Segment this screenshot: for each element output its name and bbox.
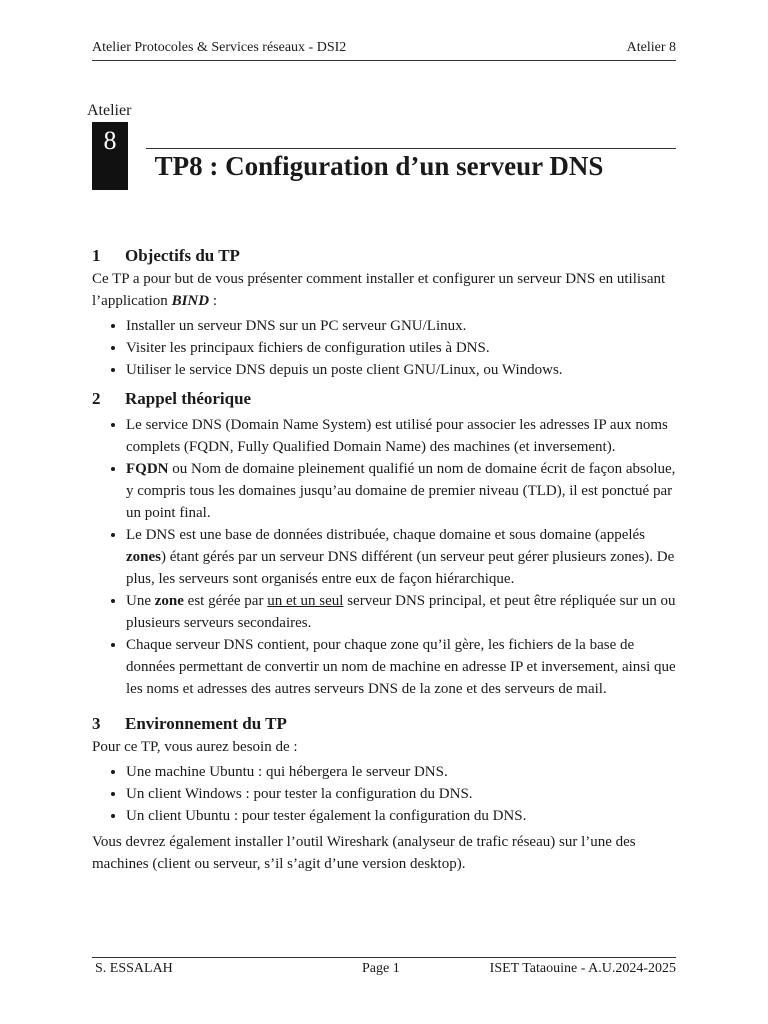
list-item: • Installer un serveur DNS sur un PC serveur GNU/Linux. <box>126 315 676 337</box>
main-content <box>92 244 676 875</box>
footer-rule <box>92 957 676 958</box>
list-item: • Chaque serveur DNS contient, pour chaque zone qu’il gère, les fichiers de la base de données permettant de convertir un nom de machine en adresse IP et inversement, ainsi que les noms et adresses des autres serveurs DNS de la zone et des serveurs de mail. <box>126 634 676 700</box>
environment-list <box>92 761 676 827</box>
footer-institution: ISET Tataouine - A.U.2024-2025 <box>489 961 676 976</box>
bind-term: BIND <box>171 293 210 309</box>
title-rule <box>146 148 676 149</box>
section-heading: 2 Rappel théorique <box>92 389 252 408</box>
theory-list <box>92 414 676 700</box>
section-heading: 3 Environnement du TP <box>92 714 287 733</box>
list-item: • Le service DNS (Domain Name System) est utilisé pour associer les adresses IP aux noms complets (FQDN, Fully Qualified Domain Name) des machines (et inversement). <box>126 414 676 458</box>
chapter-number-box <box>92 122 128 190</box>
section-rappel <box>92 387 676 700</box>
list-item: • Une zone est gérée par un et un seul serveur DNS principal, et peut être répliquée sur un ou plusieurs serveurs secondaires. <box>126 590 676 634</box>
page-header <box>92 38 676 60</box>
chapter-label: Atelier <box>87 102 132 119</box>
footer-page-number: Page 1 <box>362 961 400 976</box>
header-workshop-number: Atelier 8 <box>626 40 676 55</box>
list-item: • FQDN ou Nom de domaine pleinement qualifié un nom de domaine écrit de façon absolue, y compris tous les domaines jusqu’au domaine de premier niveau (TLD), il est ponctué par un point final. <box>126 458 676 524</box>
section-environnement <box>92 712 676 875</box>
section-intro: Ce TP a pour but de vous présenter comment installer et configurer un serveur DNS en utilisant l’application BIND : <box>92 271 666 309</box>
header-rule <box>92 60 676 61</box>
list-item: • Un client Ubuntu : pour tester également la configuration du DNS. <box>126 805 676 827</box>
list-item: • Une machine Ubuntu : qui hébergera le serveur DNS. <box>126 761 676 783</box>
section-outro: Vous devrez également installer l’outil Wireshark (analyseur de trafic réseau) sur l’une des machines (client ou serveur, s’il s’agit d’une version desktop). <box>92 834 636 872</box>
list-item: • Utiliser le service DNS depuis un poste client GNU/Linux, ou Windows. <box>126 359 676 381</box>
footer-author: S. ESSALAH <box>95 961 173 976</box>
list-item: • Le DNS est une base de données distribuée, chaque domaine et sous domaine (appelés zones) étant gérés par un serveur DNS différent (un serveur peut gérer plusieurs zones). De plus, les serveurs sont organisés entre eux de façon hiérarchique. <box>126 524 676 590</box>
objectives-list <box>92 315 676 381</box>
page-footer <box>92 961 676 983</box>
header-course-title: Atelier Protocoles & Services réseaux - DSI2 <box>92 40 347 55</box>
section-intro: Pour ce TP, vous aurez besoin de : <box>92 739 298 755</box>
page-title: TP8 : Configuration d’un serveur DNS <box>154 151 604 181</box>
list-item: • Un client Windows : pour tester la configuration du DNS. <box>126 783 676 805</box>
section-heading: 1 Objectifs du TP <box>92 246 240 265</box>
chapter-number: 8 <box>103 126 117 155</box>
section-objectifs <box>92 244 676 381</box>
list-item: • Visiter les principaux fichiers de configuration utiles à DNS. <box>126 337 676 359</box>
